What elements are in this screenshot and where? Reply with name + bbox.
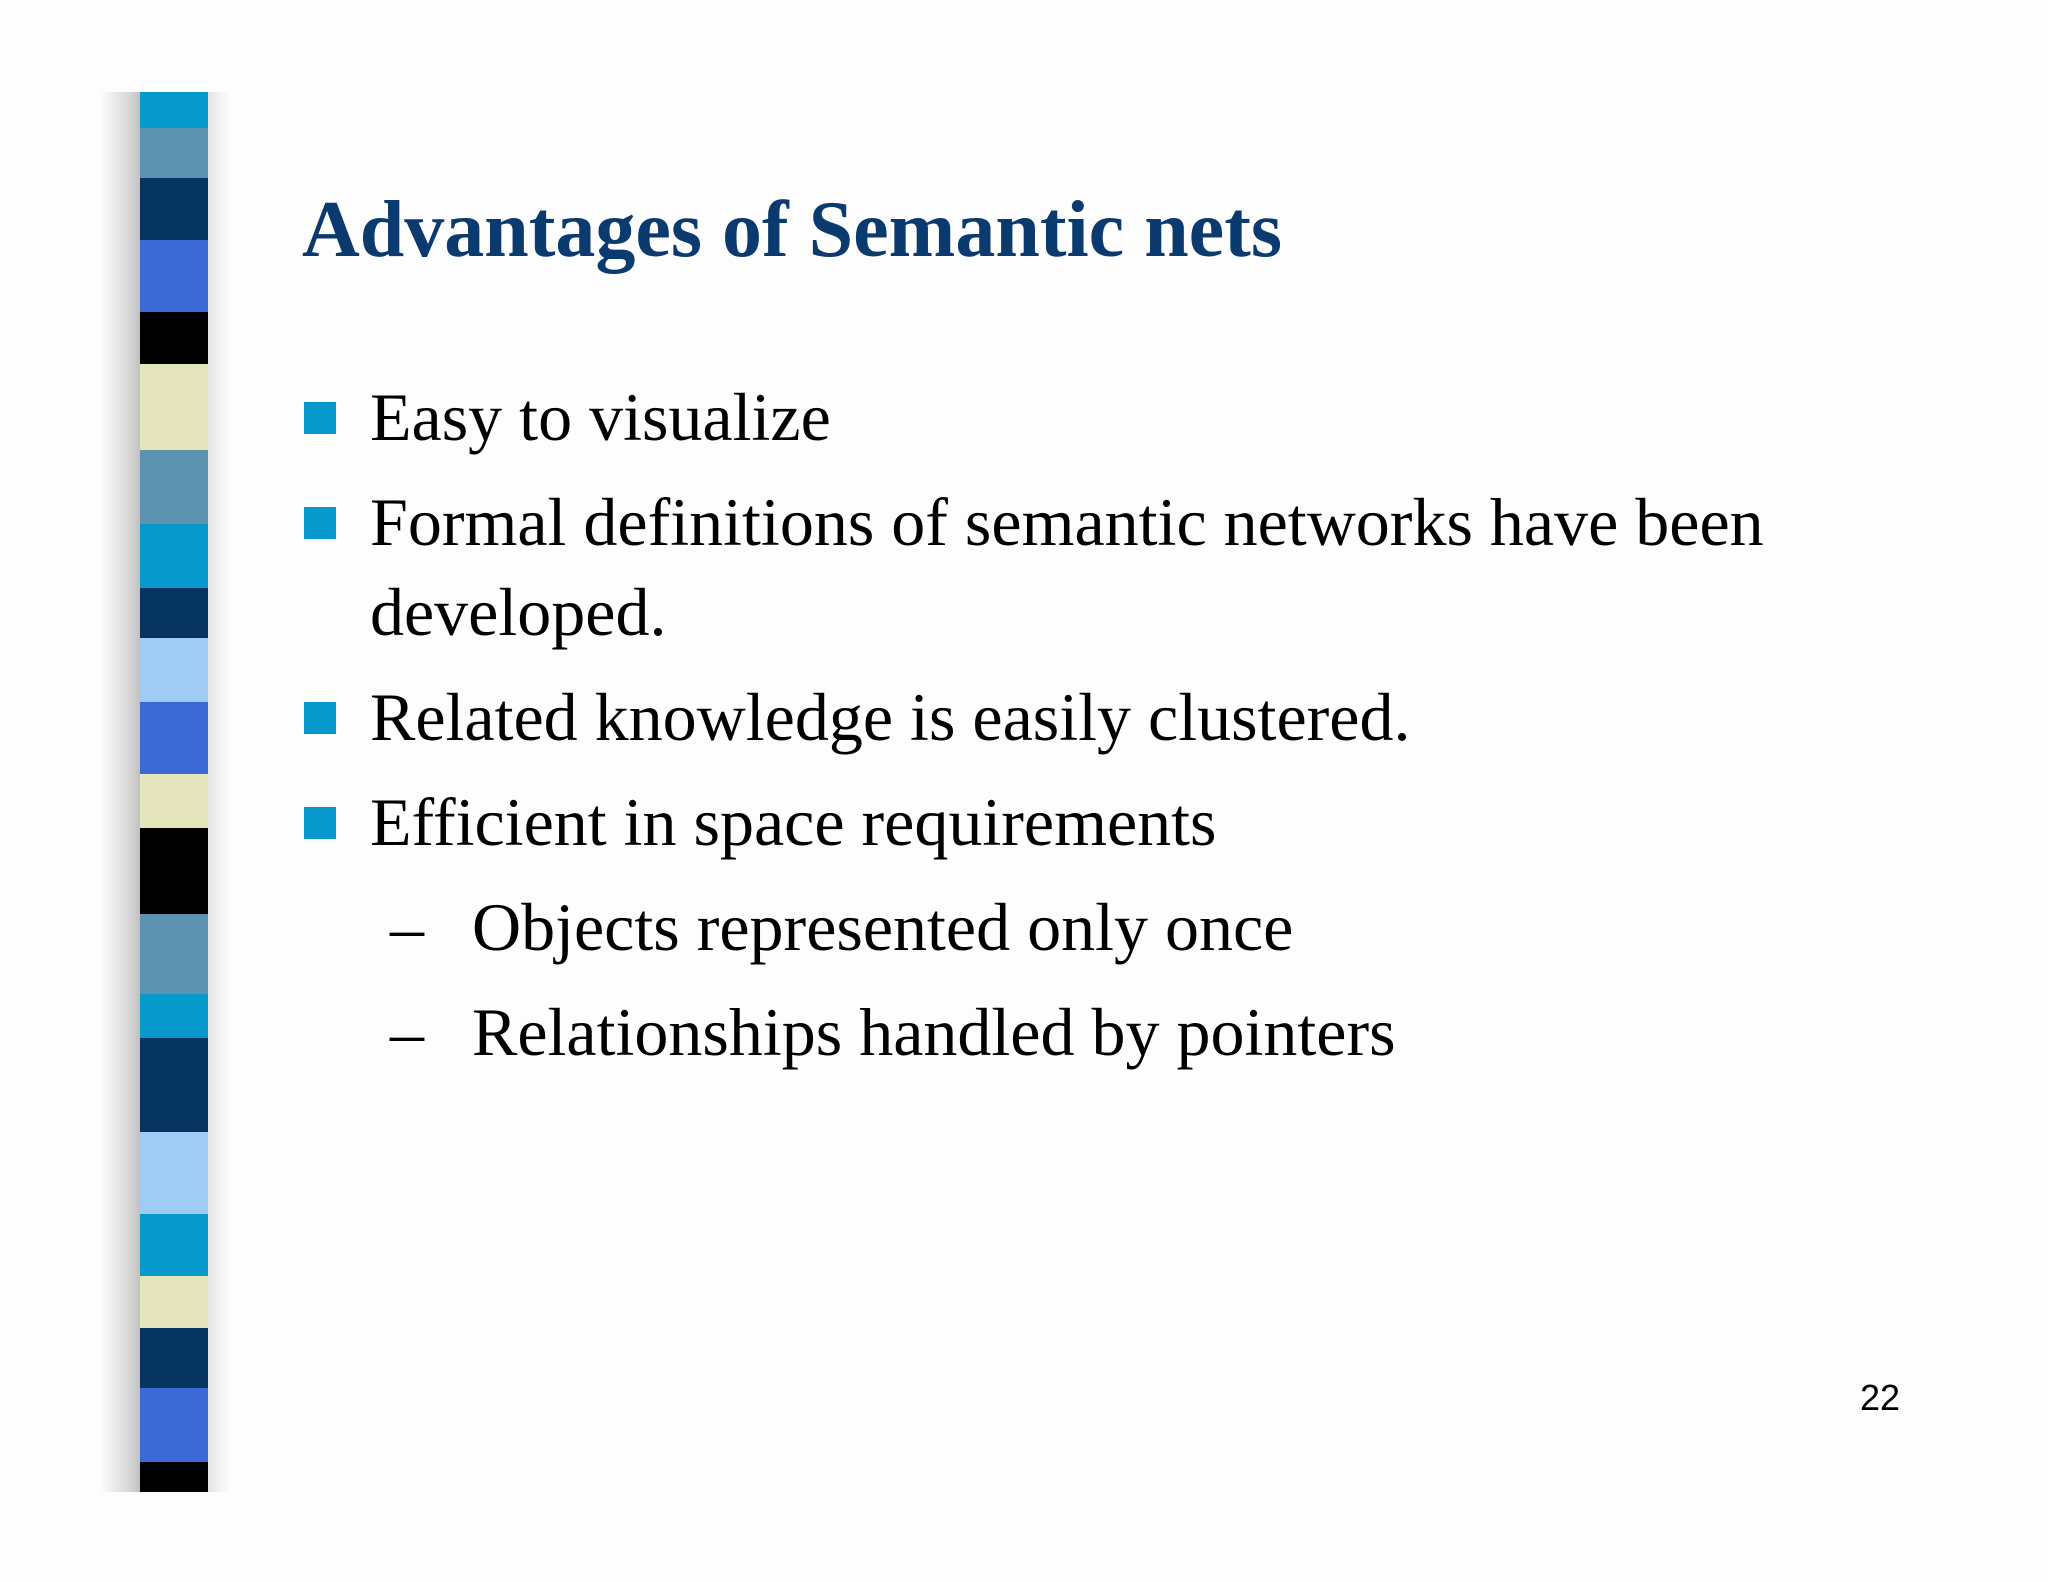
bullet-list [300, 372, 1920, 1092]
stripe-graphic [140, 92, 208, 1492]
sub-bullet-dash: – [390, 889, 424, 965]
square-bullet-icon [304, 402, 336, 434]
decorative-stripe-bar [140, 92, 208, 1492]
bullet-text: Formal definitions of semantic networks have been developed. [370, 484, 1764, 650]
bullet-text: Efficient in space requirements [370, 784, 1217, 860]
sub-bullet-dash: – [390, 994, 424, 1070]
bullet-item [300, 777, 1920, 1077]
bullet-item [300, 372, 1920, 462]
slide-title: Advantages of Semantic nets [302, 186, 1282, 274]
bullet-item [300, 477, 1920, 657]
sub-bullet-text: Relationships handled by pointers [472, 994, 1396, 1070]
bullet-text: Easy to visualize [370, 379, 831, 455]
bullet-text: Related knowledge is easily clustered. [370, 679, 1411, 755]
sub-bullet-item [390, 987, 1920, 1077]
square-bullet-icon [304, 507, 336, 539]
square-bullet-icon [304, 702, 336, 734]
sub-bullet-text: Objects represented only once [472, 889, 1294, 965]
bullet-item [300, 672, 1920, 762]
page-number: 22 [1859, 1377, 1900, 1418]
square-bullet-icon [304, 807, 336, 839]
sub-bullet-list [370, 882, 1920, 1077]
sub-bullet-item [390, 882, 1920, 972]
